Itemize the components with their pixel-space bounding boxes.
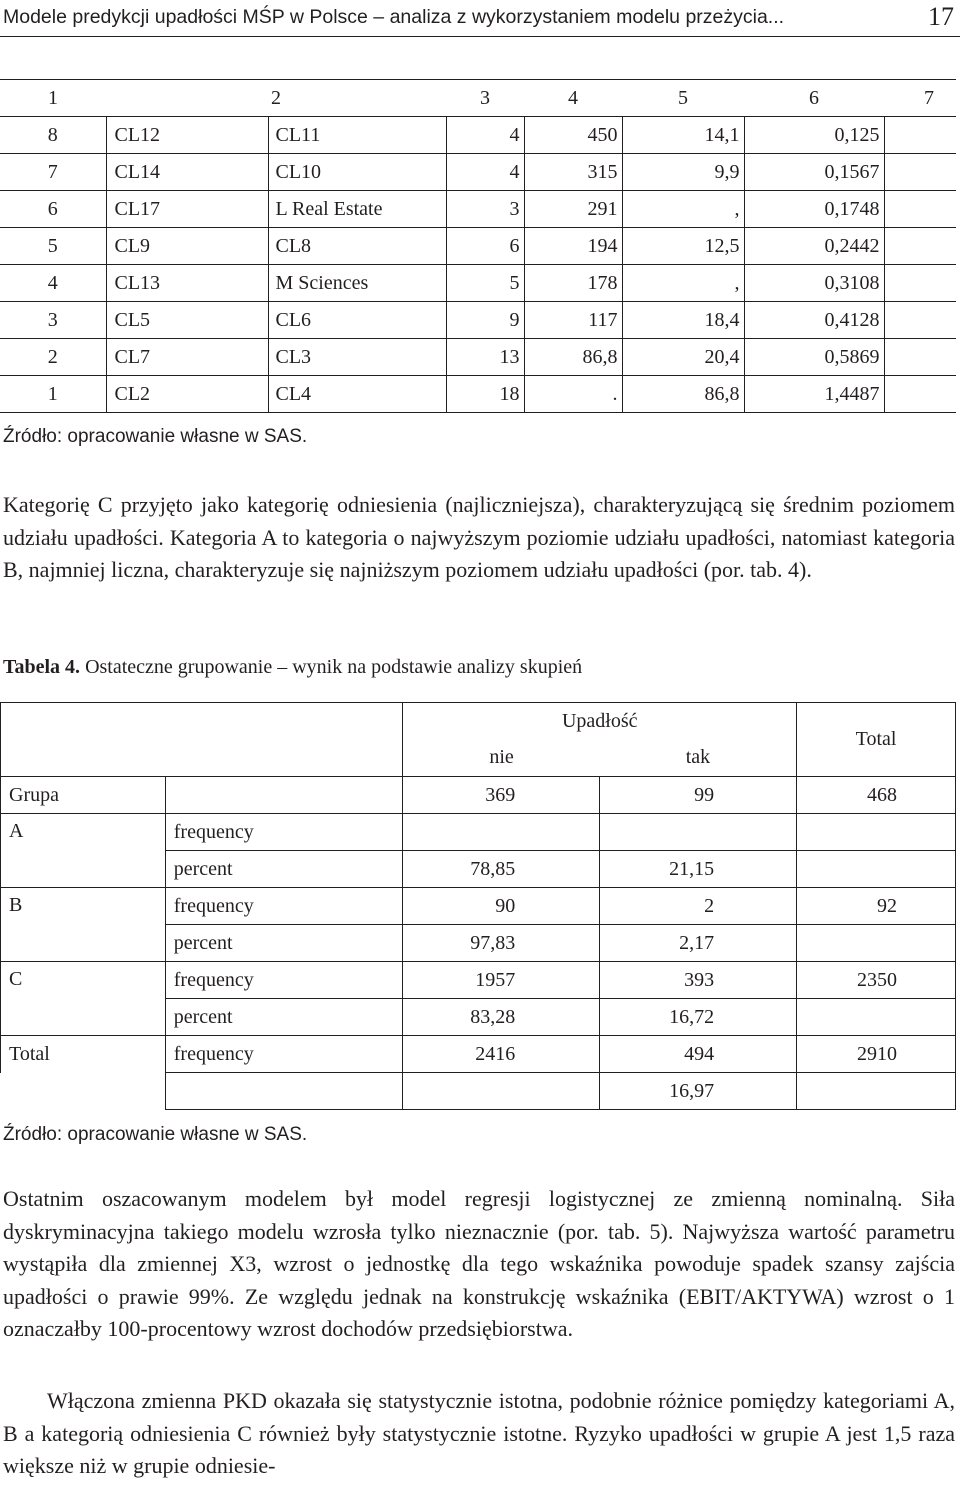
table-cell: 2416 <box>403 1036 600 1073</box>
running-header <box>0 0 960 36</box>
table-cell <box>884 265 956 302</box>
table-cell: 6 <box>0 191 106 228</box>
table-row <box>0 265 956 302</box>
table-cell: CL4 <box>268 376 446 413</box>
table-cell: CL5 <box>106 302 268 339</box>
table-cell: 0,5869 <box>744 339 884 376</box>
table-cell: 2 <box>600 888 797 925</box>
cluster-table-body <box>0 80 956 413</box>
table-cell: 9 <box>446 302 524 339</box>
table-cell: CL17 <box>106 191 268 228</box>
header-title: Modele predykcji upadłości MŚP w Polsce – analiza z wykorzystaniem modelu przeżycia... <box>3 6 785 28</box>
table-cell: tak <box>600 740 797 777</box>
table-cell: A <box>1 814 166 888</box>
table-cell: 16,97 <box>600 1073 797 1110</box>
source-note: Źródło: opracowanie własne w SAS. <box>3 426 308 447</box>
table-cell: frequency <box>165 962 403 999</box>
table-cell: 194 <box>524 228 622 265</box>
table-row <box>0 302 956 339</box>
table-cell: 178 <box>524 265 622 302</box>
table-cell <box>797 1073 956 1110</box>
table-cell: 2 <box>0 339 106 376</box>
table-cell: Total <box>1 1036 166 1073</box>
table-cell: 20,4 <box>622 339 744 376</box>
table-cell: 1 <box>0 376 106 413</box>
table-cell: C <box>1 962 166 1036</box>
table-cell: CL6 <box>268 302 446 339</box>
table-row <box>0 339 956 376</box>
table-cell: 12,5 <box>622 228 744 265</box>
table-row <box>1 814 956 851</box>
table-cell: 494 <box>600 1036 797 1073</box>
table-cell <box>884 302 956 339</box>
table-cell <box>1 1073 166 1110</box>
table-cell: 99 <box>600 777 797 814</box>
table-cell: 1,4487 <box>744 376 884 413</box>
table-cell: CL14 <box>106 154 268 191</box>
table-cell <box>797 814 956 851</box>
table-cell: . <box>524 376 622 413</box>
table-cell: CL7 <box>106 339 268 376</box>
table-cell: 4 <box>0 265 106 302</box>
table-cell: 13 <box>446 339 524 376</box>
table-cell: 5 <box>0 228 106 265</box>
table-cell <box>797 925 956 962</box>
table-cell: 0,1567 <box>744 154 884 191</box>
table-header-cell: 3 <box>446 80 524 117</box>
table-cell <box>884 228 956 265</box>
table-cell: frequency <box>165 888 403 925</box>
table-cell: 18 <box>446 376 524 413</box>
table-cell: CL8 <box>268 228 446 265</box>
table-row <box>1 1036 956 1073</box>
table-cell: 0,125 <box>744 117 884 154</box>
table-cell: 0,2442 <box>744 228 884 265</box>
table-row <box>0 376 956 413</box>
table-cell <box>165 777 403 814</box>
table-cell: 3 <box>0 302 106 339</box>
table-cell: percent <box>165 851 403 888</box>
table-cell: Grupa <box>1 777 166 814</box>
table-header-cell: 5 <box>622 80 744 117</box>
table-cell: 90 <box>403 888 600 925</box>
table-header-cell: 7 <box>884 80 956 117</box>
source-note: Źródło: opracowanie własne w SAS. <box>3 1124 308 1145</box>
grouping-table <box>0 702 956 1110</box>
table-cell <box>165 1073 403 1110</box>
table-cell: CL10 <box>268 154 446 191</box>
table-header-cell: 2 <box>106 80 446 117</box>
table-cell: 18,4 <box>622 302 744 339</box>
table-caption <box>3 656 582 679</box>
table-cell <box>403 814 600 851</box>
table-cell <box>884 376 956 413</box>
table-cell: , <box>622 265 744 302</box>
table-cell <box>600 814 797 851</box>
header-rule <box>0 36 960 37</box>
paragraph: Włączona zmienna PKD okazała się statystycznie istotna, podobnie różnice pomiędzy kategoriami A, B a kategorią odniesienia C również były statystycznie istotne. Ryzyko upadłości w grupie A jest 1,5 raza większe niż w grupie odniesie- <box>3 1388 955 1478</box>
table-cell: L Real Estate <box>268 191 446 228</box>
table-row <box>0 191 956 228</box>
table-cell: percent <box>165 925 403 962</box>
table-cell: B <box>1 888 166 962</box>
table-cell: 78,85 <box>403 851 600 888</box>
table-cell: frequency <box>165 814 403 851</box>
table-row <box>0 117 956 154</box>
table-cell: 8 <box>0 117 106 154</box>
table-cell: 468 <box>797 777 956 814</box>
table-cell: 86,8 <box>524 339 622 376</box>
table-cell: percent <box>165 999 403 1036</box>
table-cell: 14,1 <box>622 117 744 154</box>
table-cell: M Sciences <box>268 265 446 302</box>
table-cell: 4 <box>446 154 524 191</box>
table-cell <box>884 191 956 228</box>
table-cell <box>403 1073 600 1110</box>
paragraph: Kategorię C przyjęto jako kategorię odniesienia (najliczniejsza), charakteryzującą się średnim poziomem udziału upadłości. Kategoria A to kategoria o najwyższym poziomie udziału upadłości, natomiast kategoria B, najmniej liczna, charakteryzuje się najniższym poziomem udziału upadłości (por. tab. 4). <box>3 492 955 582</box>
table-cell: CL11 <box>268 117 446 154</box>
table-cell <box>1 703 403 777</box>
table-cell: 97,83 <box>403 925 600 962</box>
table-cell: CL3 <box>268 339 446 376</box>
cluster-table <box>0 79 956 413</box>
paragraph: Ostatnim oszacowanym modelem był model regresji logistycznej ze zmienną nominalną. Siła dyskryminacyjna takiego modelu wzrosła tylko nieznacznie (por. tab. 5). Najwyższa wartość parametru wystąpiła dla zmiennej X3, wzrost o jednostkę dla tego wskaźnika powoduje spadek szansy zajścia upadłości o prawie 99%. Ze względu jednak na konstrukcję wskaźnika (EBIT/AKTYWA) wzrost o 1 oznaczałby 100-procentowy wzrost dochodów przedsiębiorstwa. <box>3 1186 955 1341</box>
table-cell <box>884 339 956 376</box>
table-cell: 5 <box>446 265 524 302</box>
page-number: 17 <box>928 2 954 31</box>
table-cell: 83,28 <box>403 999 600 1036</box>
table-row <box>1 777 956 814</box>
table-cell: 6 <box>446 228 524 265</box>
table-cell: 9,9 <box>622 154 744 191</box>
table-row <box>1 1073 956 1110</box>
table-cell: 0,4128 <box>744 302 884 339</box>
table-cell: 315 <box>524 154 622 191</box>
table-cell: 291 <box>524 191 622 228</box>
table-cell: 393 <box>600 962 797 999</box>
table-cell: CL13 <box>106 265 268 302</box>
table-cell: 86,8 <box>622 376 744 413</box>
table-cell: 0,3108 <box>744 265 884 302</box>
table-cell: 2,17 <box>600 925 797 962</box>
table-cell: frequency <box>165 1036 403 1073</box>
table-cell: 3 <box>446 191 524 228</box>
table-cell: CL12 <box>106 117 268 154</box>
table-cell: 117 <box>524 302 622 339</box>
table-cell: , <box>622 191 744 228</box>
table-cell: 92 <box>797 888 956 925</box>
table-row <box>0 228 956 265</box>
table-caption-label: Tabela 4. <box>3 656 81 678</box>
table-row <box>1 888 956 925</box>
table-header-cell: 4 <box>524 80 622 117</box>
table-cell: 21,15 <box>600 851 797 888</box>
table-row <box>1 703 956 740</box>
table-cell: 16,72 <box>600 999 797 1036</box>
table-cell: 2910 <box>797 1036 956 1073</box>
table-header-cell: 1 <box>0 80 106 117</box>
table-cell: 369 <box>403 777 600 814</box>
table-cell <box>884 154 956 191</box>
table-cell: 4 <box>446 117 524 154</box>
table-cell: 450 <box>524 117 622 154</box>
table-cell: Upadłość <box>403 703 797 740</box>
table-cell <box>797 999 956 1036</box>
table-cell: 0,1748 <box>744 191 884 228</box>
table-row <box>1 962 956 999</box>
table-cell: CL9 <box>106 228 268 265</box>
table-header-row <box>0 80 956 117</box>
table-cell <box>884 117 956 154</box>
table-cell: CL2 <box>106 376 268 413</box>
table-cell: 2350 <box>797 962 956 999</box>
table-caption-text: Ostateczne grupowanie – wynik na podstawie analizy skupień <box>80 656 583 678</box>
table-cell: Total <box>797 703 956 777</box>
table-cell <box>797 851 956 888</box>
table-cell: 7 <box>0 154 106 191</box>
table-cell: 1957 <box>403 962 600 999</box>
table-row <box>0 154 956 191</box>
table-cell: nie <box>403 740 600 777</box>
table-header-cell: 6 <box>744 80 884 117</box>
